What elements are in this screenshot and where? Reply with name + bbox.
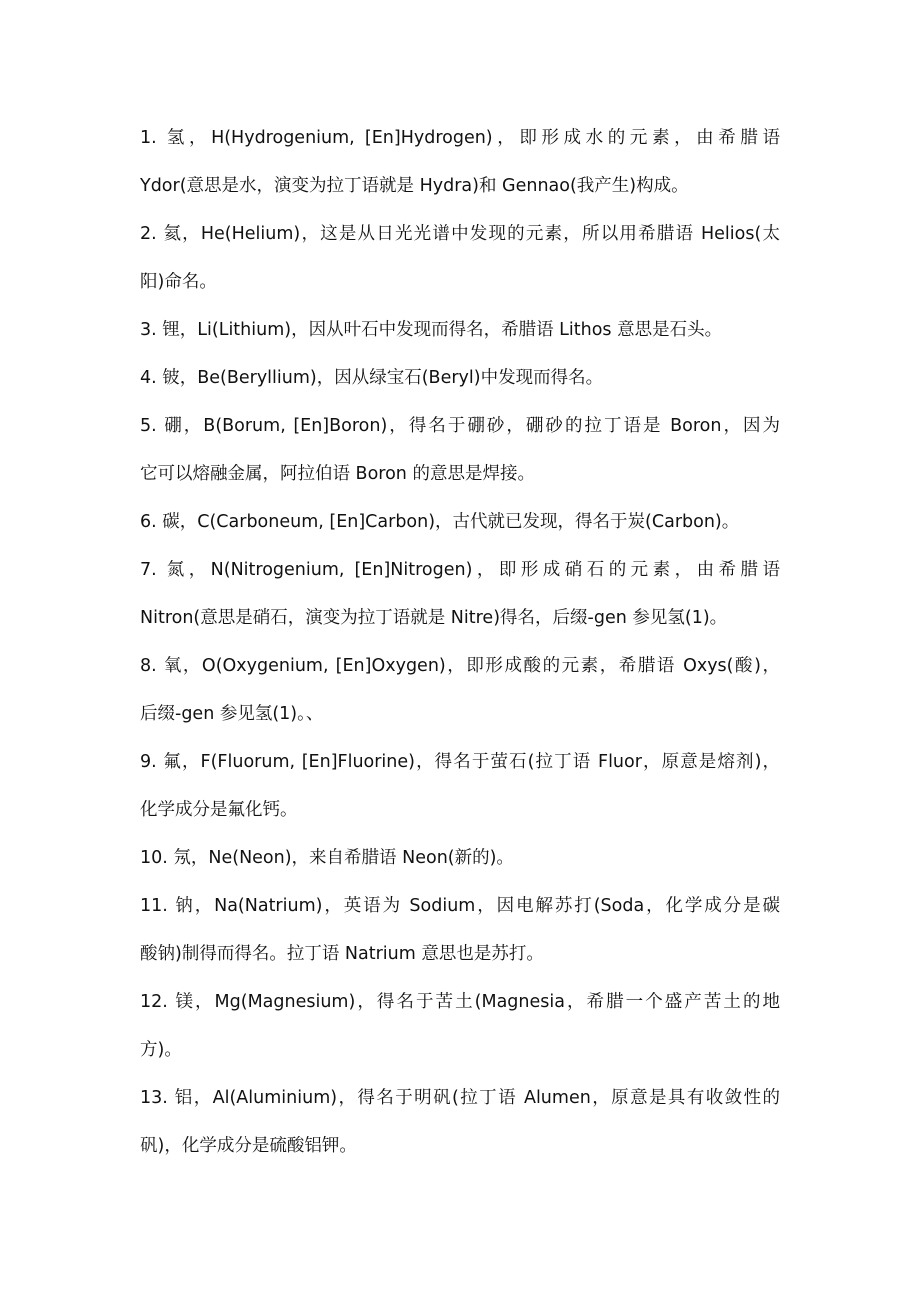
paragraph-line: 6. 碳，C(Carboneum, [En]Carbon)，古代就已发现，得名于炭(Carbon)。	[140, 512, 740, 532]
paragraph-line: 13. 铝，Al(Aluminium)，得名于明矾(拉丁语 Alumen，原意是具有收敛性的	[140, 1088, 780, 1108]
element-paragraph	[140, 844, 780, 892]
paragraph-line: 化学成分是氟化钙。	[140, 800, 298, 820]
paragraph-line: Ydor(意思是水，演变为拉丁语就是 Hydra)和 Gennao(我产生)构成。	[140, 176, 689, 196]
paragraph-line: 后缀-gen 参见氢(1)。、	[140, 704, 324, 724]
paragraph-line: 矾)，化学成分是硫酸铝钾。	[140, 1136, 357, 1156]
element-paragraph	[140, 364, 780, 412]
element-paragraph	[140, 316, 780, 364]
paragraph-line: 酸钠)制得而得名。拉丁语 Natrium 意思也是苏打。	[140, 944, 544, 964]
paragraph-line: 1. 氢，H(Hydrogenium, [En]Hydrogen)，即形成水的元素，由希腊语	[140, 128, 780, 148]
element-paragraph	[140, 556, 780, 652]
document-body	[140, 124, 780, 1180]
element-paragraph	[140, 892, 780, 988]
element-paragraph	[140, 124, 780, 220]
paragraph-line: 8. 氧，O(Oxygenium, [En]Oxygen)，即形成酸的元素，希腊语 Oxys(酸)，	[140, 656, 780, 676]
element-paragraph	[140, 1084, 780, 1180]
paragraph-line: 7. 氮，N(Nitrogenium, [En]Nitrogen)，即形成硝石的元素，由希腊语	[140, 560, 780, 580]
paragraph-line: 它可以熔融金属，阿拉伯语 Boron 的意思是焊接。	[140, 464, 535, 484]
element-paragraph	[140, 220, 780, 316]
paragraph-line: 10. 氖，Ne(Neon)，来自希腊语 Neon(新的)。	[140, 848, 514, 868]
element-paragraph	[140, 988, 780, 1084]
paragraph-line: 9. 氟，F(Fluorum, [En]Fluorine)，得名于萤石(拉丁语 Fluor，原意是熔剂)，	[140, 752, 780, 772]
paragraph-line: 5. 硼，B(Borum, [En]Boron)，得名于硼砂，硼砂的拉丁语是 Boron，因为	[140, 416, 780, 436]
paragraph-line: 方)。	[140, 1040, 182, 1060]
element-paragraph	[140, 412, 780, 508]
paragraph-line: 11. 钠，Na(Natrium)，英语为 Sodium，因电解苏打(Soda，化学成分是碳	[140, 896, 780, 916]
paragraph-line: 2. 氦，He(Helium)，这是从日光光谱中发现的元素，所以用希腊语 Helios(太	[140, 224, 780, 244]
element-paragraph	[140, 652, 780, 748]
paragraph-line: 3. 锂，Li(Lithium)，因从叶石中发现而得名，希腊语 Lithos 意思是石头。	[140, 320, 723, 340]
element-paragraph	[140, 748, 780, 844]
element-paragraph	[140, 508, 780, 556]
paragraph-line: Nitron(意思是硝石，演变为拉丁语就是 Nitre)得名，后缀-gen 参见氢(1)。	[140, 608, 728, 628]
paragraph-line: 12. 镁，Mg(Magnesium)，得名于苦土(Magnesia，希腊一个盛产苦土的地	[140, 992, 780, 1012]
paragraph-line: 阳)命名。	[140, 272, 217, 292]
paragraph-line: 4. 铍，Be(Beryllium)，因从绿宝石(Beryl)中发现而得名。	[140, 368, 604, 388]
